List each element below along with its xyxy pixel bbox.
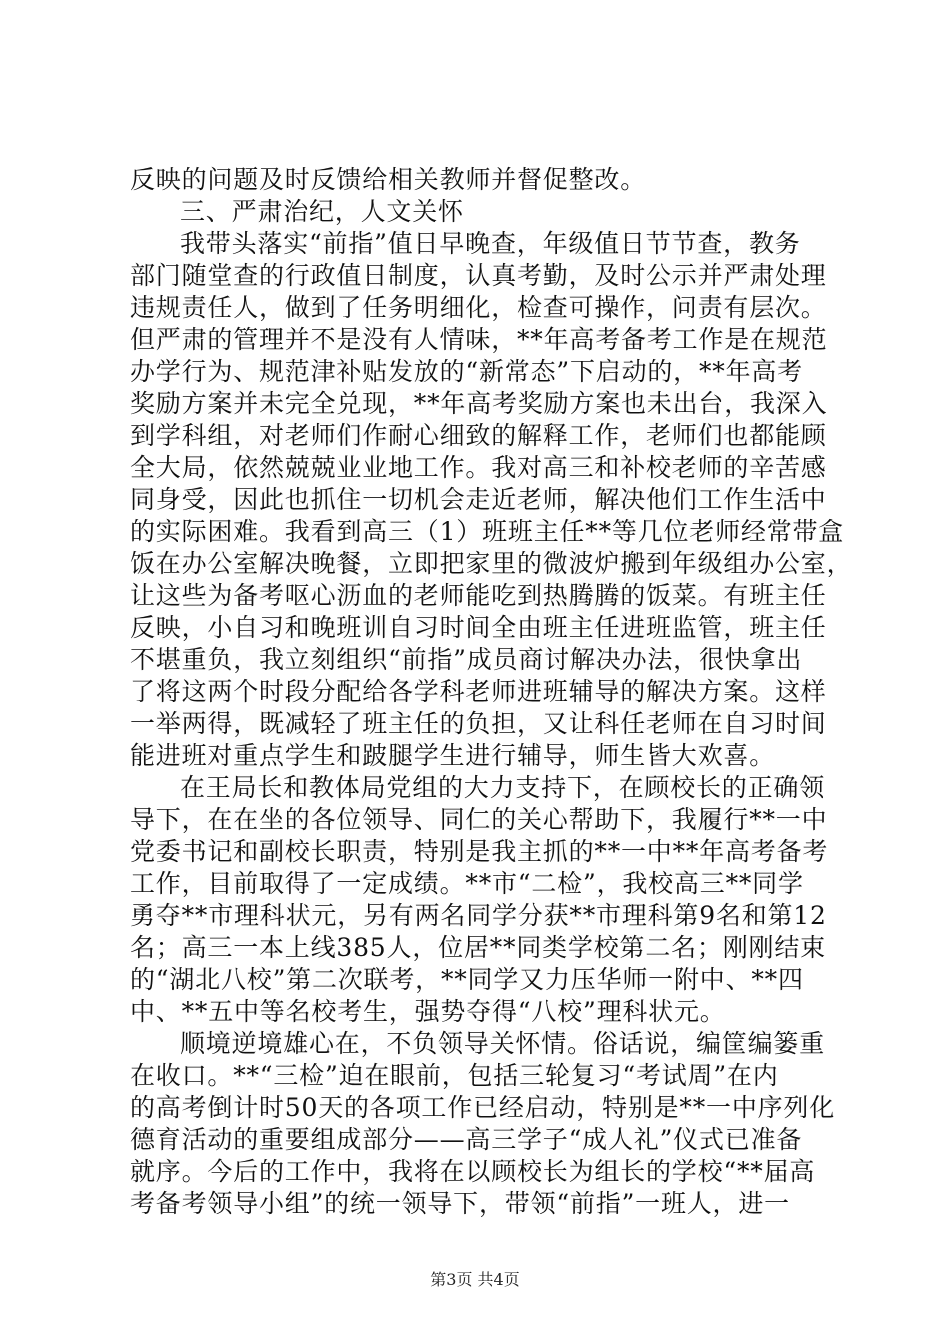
text-line: 能进班对重点学生和跛腿学生进行辅导，师生皆大欢喜。 <box>130 741 776 770</box>
section-heading: 三、严肃治纪，人文关怀 <box>180 197 464 226</box>
text-line: 全大局，依然兢兢业业地工作。我对高三和补校老师的辛苦感 <box>130 453 827 482</box>
text-line: 的实际困难。我看到高三（1）班班主任**等几位老师经常带盒 <box>130 517 845 546</box>
text-line: 德育活动的重要组成部分——高三学子“成人礼”仪式已准备 <box>130 1125 803 1154</box>
text-line: 勇夺**市理科状元，另有两名同学分获**市理科第9名和第12 <box>130 901 827 930</box>
text-line: 导下，在在坐的各位领导、同仁的关心帮助下，我履行**一中 <box>130 805 828 834</box>
page-footer <box>0 1270 950 1290</box>
text-line: 名；高三一本上线385人，位居**同类学校第二名；刚刚结束 <box>130 933 826 962</box>
page-number-label: 第3页 共4页 <box>430 1270 520 1289</box>
text-line: 部门随堂查的行政值日制度，认真考勤，及时公示并严肃处理 <box>130 261 827 290</box>
text-line: 办学行为、规范津补贴发放的“新常态”下启动的，**年高考 <box>130 357 803 386</box>
text-line: 就序。今后的工作中，我将在以顾校长为组长的学校“**届高 <box>130 1157 816 1186</box>
text-line: 中、**五中等名校考生，强势夺得“八校”理科状元。 <box>130 997 726 1026</box>
text-line: 考备考领导小组”的统一领导下，带领“前指”一班人，进一 <box>130 1189 790 1218</box>
text-line: 的“湖北八校”第二次联考，**同学又力压华师一附中、**四 <box>130 965 804 994</box>
text-line: 饭在办公室解决晚餐，立即把家里的微波炉搬到年级组办公室， <box>130 549 853 578</box>
text-line: 违规责任人，做到了任务明细化，检查可操作，问责有层次。 <box>130 293 827 322</box>
text-line: 在王局长和教体局党组的大力支持下，在顾校长的正确领 <box>180 773 826 802</box>
document-body <box>130 164 853 1220</box>
text-line: 但严肃的管理并不是没有人情味，**年高考备考工作是在规范 <box>130 325 828 354</box>
text-line: 同身受，因此也抓住一切机会走近老师，解决他们工作生活中 <box>130 485 827 514</box>
text-line: 让这些为备考呕心沥血的老师能吃到热腾腾的饭菜。有班主任 <box>130 581 827 610</box>
text-line: 在收口。**“三检”迫在眼前，包括三轮复习“考试周”在内 <box>130 1061 779 1090</box>
text-line: 不堪重负，我立刻组织“前指”成员商讨解决办法，很快拿出 <box>130 645 803 674</box>
text-line: 顺境逆境雄心在，不负领导关怀情。俗话说，编筐编篓重 <box>180 1029 826 1058</box>
text-line: 奖励方案并未完全兑现，**年高考奖励方案也未出台，我深入 <box>130 389 828 418</box>
text-line: 工作，目前取得了一定成绩。**市“二检”，我校高三**同学 <box>130 869 804 898</box>
text-line: 我带头落实“前指”值日早晚查，年级值日节节查，教务 <box>180 229 801 258</box>
text-line: 了将这两个时段分配给各学科老师进班辅导的解决方案。这样 <box>130 677 827 706</box>
text-line: 反映的问题及时反馈给相关教师并督促整改。 <box>130 165 647 194</box>
text-line: 的高考倒计时50天的各项工作已经启动，特别是**一中序列化 <box>130 1093 836 1122</box>
text-line: 到学科组，对老师们作耐心细致的解释工作，老师们也都能顾 <box>130 421 827 450</box>
text-line: 一举两得，既减轻了班主任的负担，又让科任老师在自习时间 <box>130 709 827 738</box>
text-line: 反映，小自习和晚班训自习时间全由班主任进班监管，班主任 <box>130 613 827 642</box>
text-line: 党委书记和副校长职责，特别是我主抓的**一中**年高考备考 <box>130 837 829 866</box>
